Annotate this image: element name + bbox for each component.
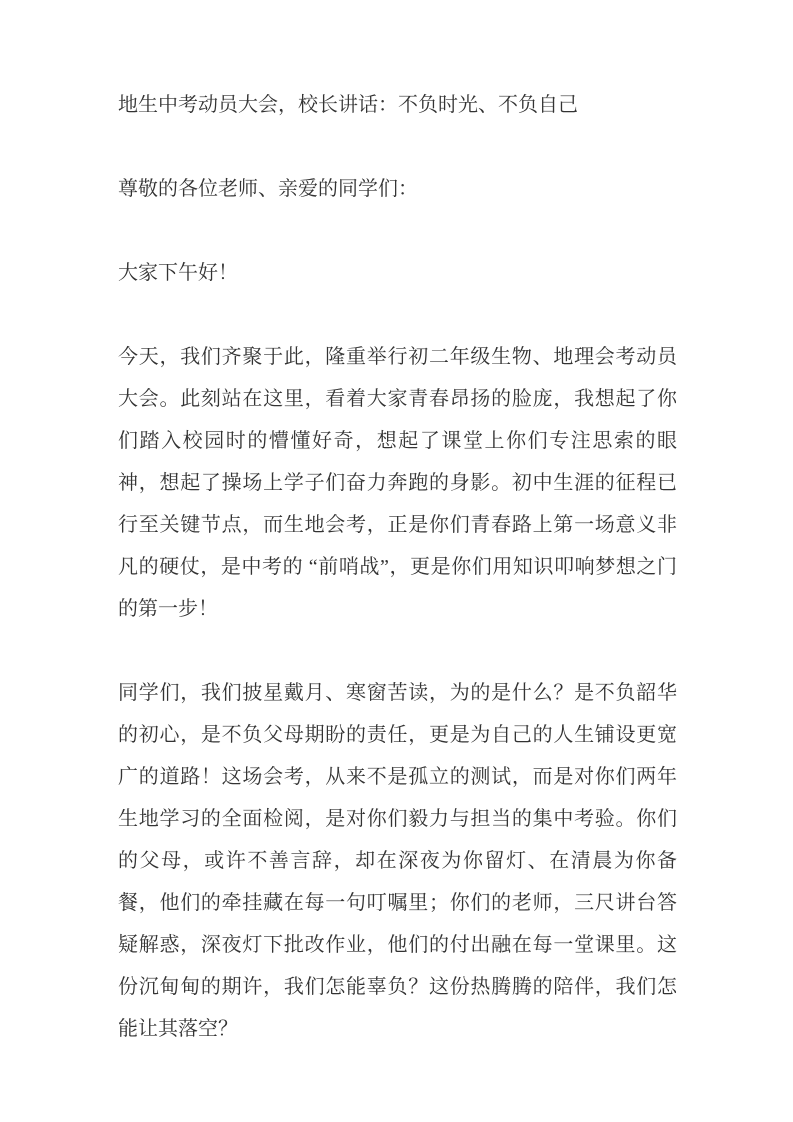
salutation-line: 尊敬的各位老师、亲爱的同学们： [118, 178, 418, 200]
paragraph-2: 同学们，我们披星戴月、寒窗苦读，为的是什么？是不负韶华的初心，是不负父母期盼的责任，更是为自己的人生铺设更宽广的道路！这场会考，从来不是孤立的测试，而是对你们两年生地学习的全面检阅，是对你们毅力与担当的集中考验。你们的父母，或许不善言辞，却在深夜为你留灯、在清晨为你备餐，他们的牵挂藏在每一句叮嘱里；你们的老师，三尺讲台答疑解惑，深夜灯下批改作业，他们的付出融在每一堂课里。这份沉甸甸的期许，我们怎能辜负？这份热腾腾的陪伴，我们怎能让其落空？ [118, 682, 677, 1040]
document-title: 地生中考动员大会，校长讲话：不负时光、不负自己 [118, 94, 578, 116]
paragraph-1: 今天，我们齐聚于此，隆重举行初二年级生物、地理会考动员大会。此刻站在这里，看着大家青春昂扬的脸庞，我想起了你们踏入校园时的懵懂好奇，想起了课堂上你们专注思索的眼神，想起了操场上学子们奋力奔跑的身影。初中生涯的征程已行至关键节点，而生地会考，正是你们青春路上第一场意义非凡的硬仗，是中考的 “前哨战”，更是你们用知识叩响梦想之门的第一步！ [118, 346, 677, 620]
greeting-line: 大家下午好！ [118, 262, 238, 284]
